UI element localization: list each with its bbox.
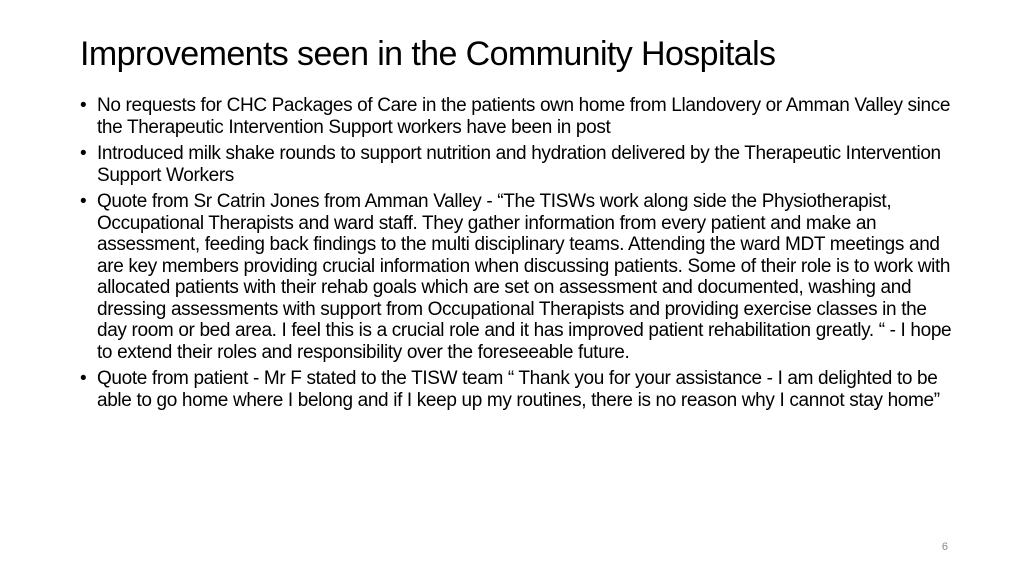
bullet-item-milk-shake-rounds: • Introduced milk shake rounds to support nutrition and hydration delivered by the Therapeutic Intervention Support Workers [80,143,960,186]
page-number: 6 [941,541,948,553]
bullet-item-patient-quote: • Quote from patient - Mr F stated to the TISW team “ Thank you for your assistance - I am delighted to be able to go home where I belong and if I keep up my routines, there is no reason why I cannot stay home” [80,368,960,411]
bullet-list [80,95,960,416]
slide-title: Improvements seen in the Community Hospitals [80,35,776,73]
bullet-item-chc-packages: • No requests for CHC Packages of Care in the patients own home from Llandovery or Amman Valley since the Therapeutic Intervention Support workers have been in post [80,95,960,138]
bullet-item-sister-quote: • Quote from Sr Catrin Jones from Amman Valley - “The TISWs work along side the Physiotherapist, Occupational Therapists and ward staff. They gather information from every patient and make an assessment, feeding back findings to the multi disciplinary teams. Attending the ward MDT meetings and are key members providing crucial information when discussing patients. Some of their role is to work with allocated patients with their rehab goals which are set on assessment and documented, washing and dressing assessments with support from Occupational Therapists and providing exercise classes in the day room or bed area. I feel this is a crucial role and it has improved patient rehabilitation greatly. “ - I hope to extend their roles and responsibility over the foreseeable future. [80,191,960,363]
